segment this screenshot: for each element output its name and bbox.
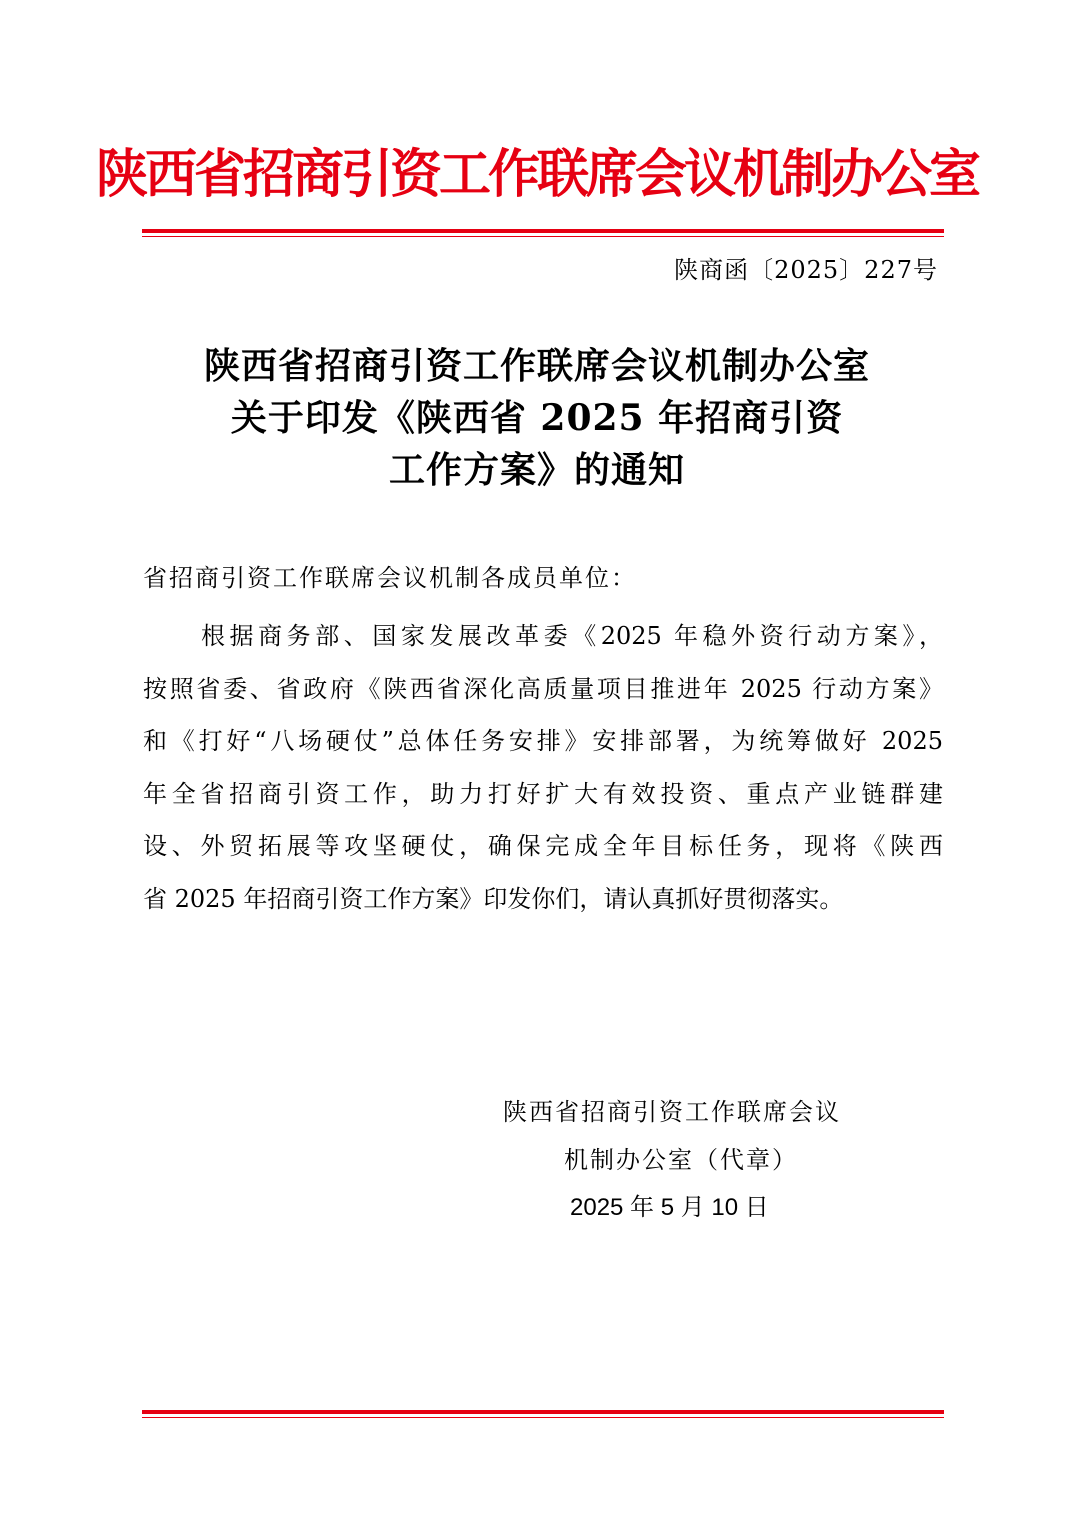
- title-line-3: 工作方案》的通知: [388, 449, 685, 491]
- body-line: 设、外贸拓展等攻坚硬仗，确保完成全年目标任务，现将《陕西: [143, 832, 943, 860]
- signature-block: [500, 1088, 880, 1232]
- body-line: 年全省招商引资工作，助力打好扩大有效投资、重点产业链群建: [143, 779, 943, 808]
- signature-office: 机制办公室（代章）: [564, 1146, 798, 1174]
- signature-date: 2025 年 5 月 10 日: [570, 1194, 769, 1221]
- letterhead-divider: [142, 229, 944, 237]
- title-line-1: 陕西省招商引资工作联席会议机制办公室: [203, 345, 870, 387]
- salutation: 省招商引资工作联席会议机制各成员单位：: [143, 564, 637, 592]
- letterhead-title: 陕西省招商引资工作联席会议机制办公室: [95, 144, 978, 205]
- signature-issuer: 陕西省招商引资工作联席会议: [503, 1098, 841, 1126]
- document-title: [0, 340, 1074, 496]
- body-line: 省 2025 年招商引资工作方案》印发你们，请认真抓好贯彻落实。: [143, 884, 844, 913]
- title-line-2: 关于印发《陕西省 2025 年招商引资: [230, 397, 844, 439]
- body-paragraph: [143, 610, 943, 925]
- body-line: 根据商务部、国家发展改革委《2025 年稳外资行动方案》，: [201, 622, 943, 650]
- body-line: 和《打好“八场硬仗”总体任务安排》安排部署，为统筹做好 2025: [143, 727, 943, 755]
- body-line: 按照省委、省政府《陕西省深化高质量项目推进年 2025 行动方案》: [143, 674, 943, 703]
- footer-divider: [142, 1410, 944, 1418]
- document-number: 陕商函〔2025〕227号: [674, 256, 938, 284]
